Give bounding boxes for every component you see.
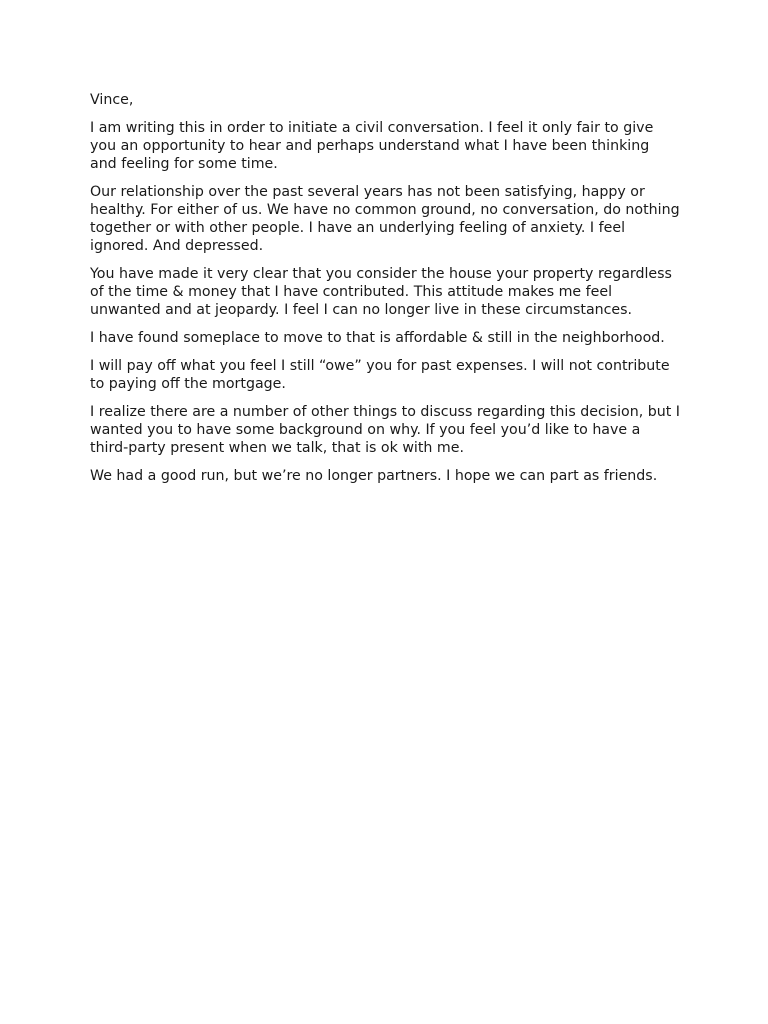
letter-closing-paragraph: We had a good run, but we’re no longer partners. I hope we can part as friends. <box>90 468 658 484</box>
letter-paragraph: I am writing this in order to initiate a civil conversation. I feel it only fair to give you an opportunity to hear and perhaps understand what I have been thinking and feeling for some time. <box>90 120 654 172</box>
letter-paragraph: I will pay off what you feel I still “owe” you for past expenses. I will not contribute to paying off the mortgage. <box>90 358 670 392</box>
letter-body <box>90 91 680 495</box>
letter-paragraph: Our relationship over the past several years has not been satisfying, happy or healthy. For either of us. We have no common ground, no conversation, do nothing together or with other people. I have an underlying feeling of anxiety. I feel ignored. And depressed. <box>90 184 680 254</box>
letter-salutation: Vince, <box>90 92 134 108</box>
letter-paragraph: I have found someplace to move to that is affordable & still in the neighborhood. <box>90 330 665 346</box>
letter-paragraph: I realize there are a number of other things to discuss regarding this decision, but I wanted you to have some background on why. If you feel you’d like to have a third-party present when we talk, that is ok with me. <box>90 404 680 456</box>
letter-paragraph: You have made it very clear that you consider the house your property regardless of the time & money that I have contributed. This attitude makes me feel unwanted and at jeopardy. I feel I can no longer live in these circumstances. <box>90 266 672 318</box>
